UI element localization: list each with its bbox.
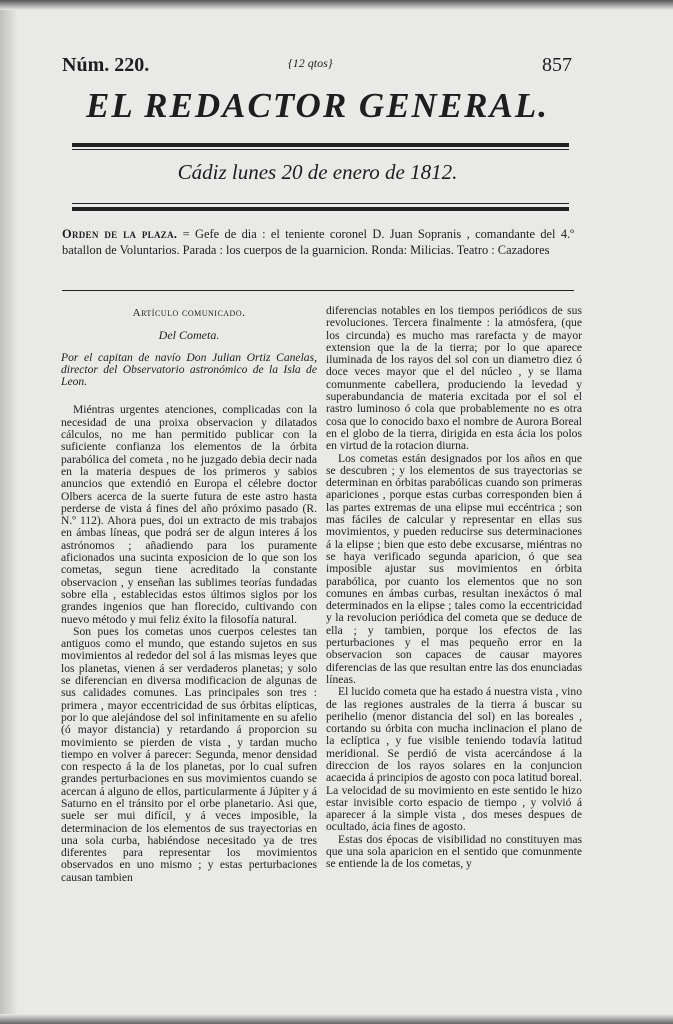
issue-number: Núm. 220. <box>62 54 150 76</box>
paragraph: Los cometas están designados por los años en que se descubren ; y los elementos de sus trayectorias se determinan en órbitas parabólicas cuando son primeras apariciones , porque estas curbas corresponden bien á las partes extremas de una elipse mui eccéntrica ; son mas fáciles de calcular y representar en ellas sus movimientos, y pueden reducirse sus determinaciones á la elipse ; bien que esto debe excusarse, miéntras no se haya verificado segunda aparicion, ó que sea imposible ajustar sus movimientos en órbita parabólica, por cuanto los elementos que no son comunes en ámbas curbas, resultan inexáctos ó mal determinados en la elipse ; tales como la eccentricidad y la revolucion periódica del cometa que se deduce de ella ; y tambien, porque los efectos de las perturbaciones y el mas pequeño error en la observacion son capaces de causar mayores diferencias de las que resultan entre las dos enunciadas líneas. <box>326 451 582 686</box>
top-edge-shadow <box>0 0 673 10</box>
dateline: Cádiz lunes 20 de enero de 1812. <box>177 160 458 184</box>
paragraph: Miéntras urgentes atenciones, complicadas con la necesidad de una proixa observacion y dilatados cálculos, no me han permitido publicar con la suficiente confianza los elementos de la órbita parabólica del cometa , no he juzgado debia decir nada en la materia despues de los primeros y sabios anuncios que extendió en Europa el célebre doctor Olbers acerca de la suerte futura de este astro hasta perderse de vista á fines del año próximo pasado (R. N.º 112). Ahora pues, doi un extracto de mis trabajos en ámbas líneas, que podrá ser de algun interes á los astrónomos ; añadiendo para los puramente aficionados una sucinta exposicion de lo que son los cometas, segun tiene acreditado la constante observacion , y enseñan las sublimes teorías fundadas sobre ella , establecidas estos últimos siglos por los grandes ingenios que han florecido, cultivando con nuevo método y mui feliz éxito la filosofía natural. <box>61 403 317 626</box>
orden-de-la-plaza <box>62 226 574 258</box>
bottom-edge-shadow <box>0 1014 673 1024</box>
section-divider <box>62 290 574 291</box>
handwritten-note: {12 qtos} <box>288 56 333 70</box>
dateline-rule-thick <box>72 207 569 211</box>
page-number: 857 <box>542 54 572 76</box>
paragraph: Son pues los cometas unos cuerpos celestes tan antiguos como el mundo, que estando sujetos en sus movimientos al rededor del sol á las mismas leyes que los planetas, vienen á ser verdaderos planetas; y solo se diferencian en diversa modificacion de algunas de sus calidades comunes. Las principales son tres : primera , mayor eccentricidad de sus órbitas elípticas, por lo que alejándose del sol infinitamente en su afelio (ó mayor distancia) y retardando á proporcion su movimiento se pierden de vista , y tardan mucho tiempo en volver á parecer: Segunda, menor densidad con respecto á la de los planetas, por lo cual sufren grandes perturbaciones en sus movimientos cuando se acercan á alguno de ellos, particularmente á Júpiter y á Saturno en el tránsito por el orbe planetario. Asi que, suele ser mui difícil, y á veces imposible, la determinacion de los elementos de sus trayectorias en una sola curba, habiéndose necesitado ya de tres diferentes para representar los movimientos observados en uno mismo ; y estas perturbaciones causan tambien <box>61 624 317 884</box>
page-binding-shadow <box>0 0 18 1024</box>
masthead-rule-top <box>72 143 569 147</box>
orden-text: = Gefe de dia : el teniente coronel D. Juan Sopranis , comandante del 4.º batallon de Voluntarios. Parada : los cuerpos de la guarnicion. Ronda: Milicias. Teatro : Cazadores <box>62 227 575 257</box>
masthead-title: EL REDACTOR GENERAL. <box>85 86 549 125</box>
paragraph: diferencias notables en los tiempos periódicos de sus revoluciones. Tercera finalmente : la atmósfera, (que los circunda) es mucho mas rarefacta y de mayor extension que la de la tierra; por lo que aparece iluminada de los rayos del sol con un diametro diez ó doce veces mayor que el del núcleo , y se llama comunmente cabellera, produciendo la levedad y superabundancia de materia excitada por el sol el rastro luminoso ó cola que probablemente no es otra cosa que lo conocido baxo el nombre de Aurora Boreal en el globo de la tierra, dirigida en esta ácia los polos en virtud de la rotacion diurna. <box>326 305 582 453</box>
dateline-rule-thin <box>72 203 569 204</box>
left-column <box>61 305 317 895</box>
page-header <box>62 54 572 82</box>
orden-heading: Orden de la plaza. <box>62 227 178 241</box>
paragraph: Estas dos épocas de visibilidad no constituyen mas que una sola aparicion en el sentido que comunmente se entiende la de los cometas, y <box>326 832 582 871</box>
section-heading: Artículo comunicado. <box>132 307 246 319</box>
masthead-rule-top-thin <box>72 149 569 150</box>
article-byline: Por el capitan de navío Don Julian Ortiz Canelas, director del Observatorio astronómico de la Isla de Leon. <box>61 350 317 389</box>
right-column <box>326 305 582 895</box>
article-title: Del Cometa. <box>158 328 220 343</box>
paragraph: El lucido cometa que ha estado á nuestra vista , vino de las regiones australes de la tierra á buscar su perihelio (menor distancia del sol) en las boreales , cortando su órbita con mucha inclinacion el plano de la eclíptica , y fue visible teniendo todavía latitud meridional. Se perdió de vista acercándose á la direccion de los rayos solares en la conjuncion acaecida á principios de agosto con poca latitud boreal. La velocidad de su movimiento en este sentido le hizo estar invisible corto espacio de tiempo , y volvió á aparecer á la simple vista , dos meses despues de ocultado, ácia fines de agosto. <box>326 685 582 834</box>
